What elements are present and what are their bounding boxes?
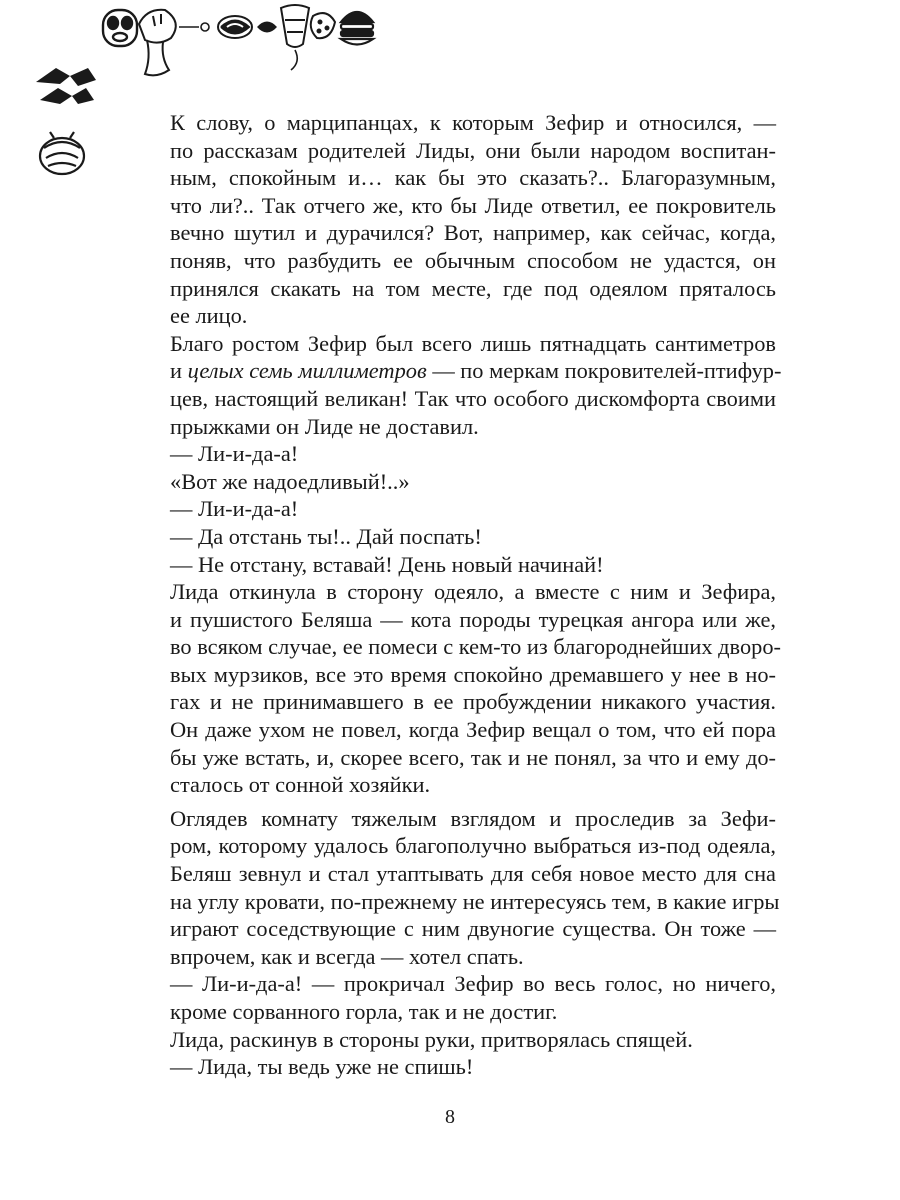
burger-icon (341, 12, 373, 45)
paragraph (148, 109, 776, 330)
text-fragment: и (170, 358, 188, 384)
paragraph (148, 805, 780, 971)
face-icon (103, 10, 137, 46)
text-line: — Ли-и-да-а! — прокричал Зефир во весь голос, но ничего, (170, 971, 776, 997)
text-line: К слову, о марципанцах, к которым Зефир и относился, — (170, 110, 776, 135)
paragraph (148, 330, 782, 440)
paragraph (148, 578, 782, 799)
text-line: цев, настоящий великан! Так что особого дискомфорта своими (170, 385, 776, 411)
candy-icon (218, 16, 252, 38)
dialogue-line: — Да отстань ты!.. Дай поспать! (170, 523, 482, 549)
strawberry-icon (311, 13, 335, 38)
sweets-ornament-left (30, 58, 100, 188)
dialogue-line: — Не отстану, вставай! День новый начинай! (170, 551, 604, 577)
text-line: что ли?.. Так отчего же, кто бы Лиде ответил, ее покровитель (170, 192, 776, 218)
text-line: гах и не принимавшего в ее пробуждении никакого участия. (170, 689, 776, 715)
paragraph (148, 970, 776, 1025)
text-fragment: — по меркам покровителей-птифур- (426, 358, 782, 384)
text-line: ным, спокойным и… как бы это сказать?.. Благоразумным, (170, 165, 776, 191)
book-text (148, 109, 782, 1081)
text-line: бы уже встать, и, скорее всего, так и не понял, за что и ему до- (170, 744, 776, 770)
marzipan-figure-icon (139, 10, 176, 76)
cake-slice-icon (281, 5, 309, 70)
text-line: прыжками он Лиде не доставил. (170, 413, 479, 439)
text-line-with-italic (148, 357, 782, 385)
text-line: и пушистого Беляша — кота породы турецкая ангора или же, (170, 606, 776, 632)
text-line: Лида откинула в сторону одеяло, а вместе с ним и Зефира, (170, 579, 776, 605)
dialogue-line: — Ли-и-да-а! (170, 441, 299, 467)
text-line: по рассказам родителей Лиды, они были народом воспитан- (170, 137, 776, 163)
closing-line: — Лида, ты ведь уже не спишь! (170, 1054, 474, 1080)
text-line: впрочем, как и всегда — хотел спать. (170, 943, 524, 969)
italic-fragment: целых семь миллиметров (187, 358, 427, 384)
dialogue-line: «Вот же надоедливый!..» (170, 468, 410, 494)
text-line: поняв, что разбудить ее обычным способом не удастся, он (170, 247, 776, 273)
text-line: ром, которому удалось благополучно выбраться из-под одеяла, (170, 833, 776, 859)
text-line: Оглядев комнату тяжелым взглядом и проследив за Зефи- (170, 805, 776, 831)
text-line: кроме сорванного горла, так и не достиг. (170, 999, 558, 1024)
sweets-ornament-top (95, 0, 380, 84)
dialogue-line: — Ли-и-да-а! (170, 496, 299, 522)
hats-icon (36, 68, 96, 104)
text-line: Он даже ухом не повел, когда Зефир вещал о том, что ей пора (170, 717, 776, 743)
text-line: ее лицо. (170, 303, 248, 329)
page-number: 8 (445, 1106, 455, 1128)
text-line: вых мурзиков, все это время спокойно дремавшего у нее в но- (170, 661, 776, 687)
closing-line: Лида, раскинув в стороны руки, притворялась спящей. (170, 1026, 693, 1052)
leaf-icon (257, 22, 277, 33)
text-line: на углу кровати, по-прежнему не интересуясь тем, в какие игры (170, 888, 780, 914)
beetle-cake-icon (40, 132, 84, 174)
text-line: во всяком случае, ее помеси с кем-то из благороднейших дворо- (170, 634, 782, 660)
text-line: Беляш зевнул и стал утаптывать для себя новое место для сна (170, 861, 776, 887)
text-line: принялся скакать на том месте, где под одеялом пряталось (170, 275, 776, 301)
text-line: сталось от сонной хозяйки. (170, 772, 431, 798)
text-line: Благо ростом Зефир был всего лишь пятнадцать сантиметров (170, 330, 776, 356)
text-line: играют соседствующие с ним двуногие существа. Он тоже — (170, 916, 776, 942)
text-line: вечно шутил и дурачился? Вот, например, как сейчас, когда, (170, 220, 776, 246)
